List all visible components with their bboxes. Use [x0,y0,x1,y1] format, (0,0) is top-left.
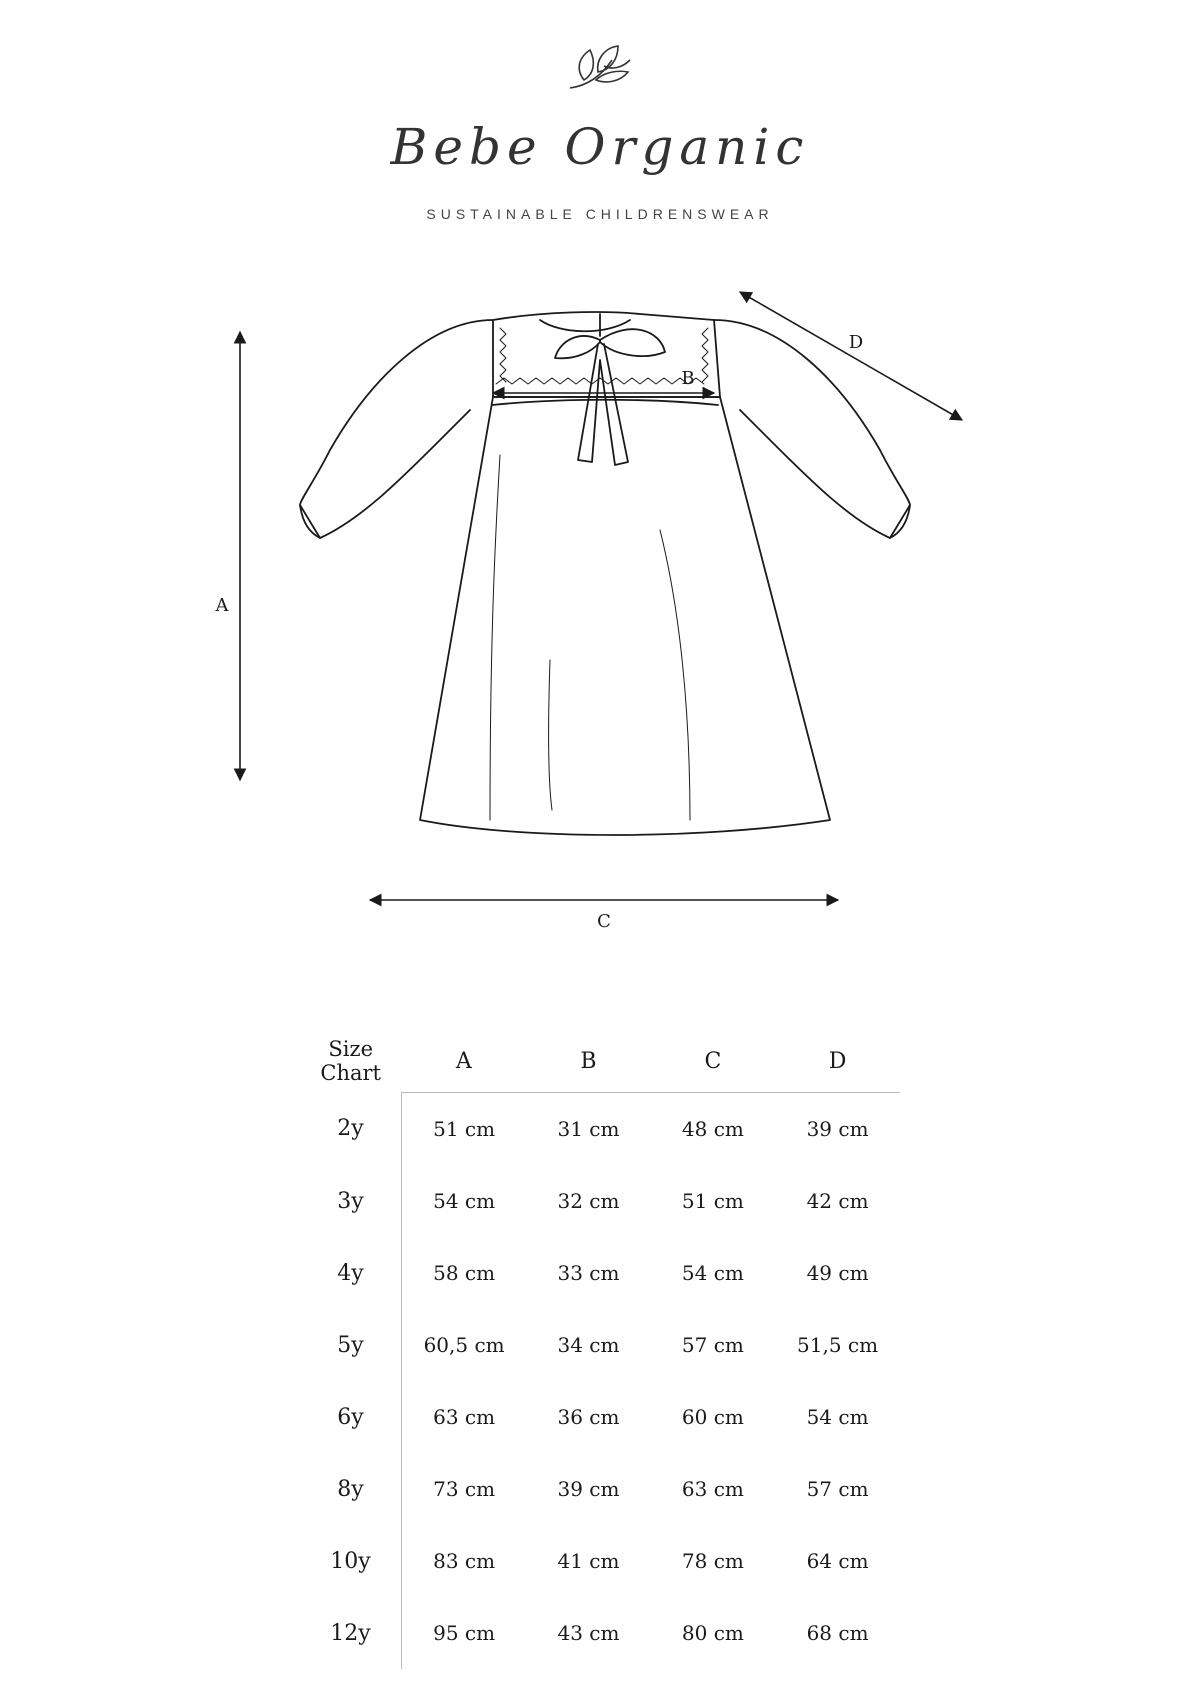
table-cell: 60 cm [681,1405,744,1429]
left-sleeve [300,320,493,538]
table-cell: 58 cm [433,1261,496,1285]
table-cell: 51 cm [681,1189,744,1213]
table-cell: 73 cm [433,1477,496,1501]
dimension-a-label: A [215,595,229,616]
table-row [300,1093,900,1166]
table-cell: 36 cm [557,1405,620,1429]
dimension-b-label: B [681,368,695,389]
table-cell: 54 cm [681,1261,744,1285]
table-row [300,1309,900,1381]
table-cell: 78 cm [681,1549,744,1573]
table-cell: 51 cm [433,1117,496,1141]
size-label: 4y [300,1237,401,1309]
brand-logo [0,0,1200,260]
column-header-a: A [401,1030,526,1093]
table-cell: 54 cm [806,1405,869,1429]
table-cell: 39 cm [557,1477,620,1501]
table-cell: 34 cm [557,1333,620,1357]
dress-technical-drawing [0,280,1200,960]
size-chart [300,1030,900,1669]
table-cell: 68 cm [806,1621,869,1645]
table-row [300,1237,900,1309]
table-cell: 57 cm [681,1333,744,1357]
dimension-d-arrow [740,292,962,420]
size-chart-table [300,1030,900,1669]
corner-label-line2: Chart [320,1061,381,1086]
table-cell: 63 cm [681,1477,744,1501]
table-cell: 83 cm [433,1549,496,1573]
table-cell: 48 cm [681,1117,744,1141]
table-cell: 51,5 cm [797,1333,879,1357]
size-chart-header-row [300,1030,900,1093]
dimension-c-label: C [597,911,611,932]
table-row [300,1165,900,1237]
table-row [300,1597,900,1669]
table-cell: 43 cm [557,1621,620,1645]
bow [555,336,600,358]
table-row [300,1525,900,1597]
size-chart-corner-label [300,1030,401,1093]
table-cell: 32 cm [557,1189,620,1213]
table-cell: 33 cm [557,1261,620,1285]
table-cell: 64 cm [806,1549,869,1573]
corner-label-line1: Size [328,1037,374,1062]
table-cell: 31 cm [557,1117,620,1141]
brand-tagline: SUSTAINABLE CHILDRENSWEAR [426,206,774,222]
size-label: 8y [300,1453,401,1525]
size-label: 10y [300,1525,401,1597]
table-cell: 63 cm [433,1405,496,1429]
column-header-c: C [651,1030,775,1093]
table-cell: 42 cm [806,1189,869,1213]
size-label: 6y [300,1381,401,1453]
size-label: 2y [300,1093,401,1166]
table-cell: 60,5 cm [423,1333,505,1357]
table-cell: 95 cm [433,1621,496,1645]
table-cell: 41 cm [557,1549,620,1573]
table-cell: 39 cm [806,1117,869,1141]
table-row [300,1381,900,1453]
table-cell: 57 cm [806,1477,869,1501]
table-row [300,1453,900,1525]
brand-name: Bebe Organic [390,118,810,176]
column-header-b: B [526,1030,650,1093]
table-cell: 54 cm [433,1189,496,1213]
dimension-d-label: D [848,332,864,353]
size-label: 5y [300,1309,401,1381]
size-label: 3y [300,1165,401,1237]
leaf-sprig-icon [0,20,1200,130]
right-sleeve [714,320,910,538]
column-header-d: D [775,1030,900,1093]
table-cell: 80 cm [681,1621,744,1645]
table-cell: 49 cm [806,1261,869,1285]
size-label: 12y [300,1597,401,1669]
